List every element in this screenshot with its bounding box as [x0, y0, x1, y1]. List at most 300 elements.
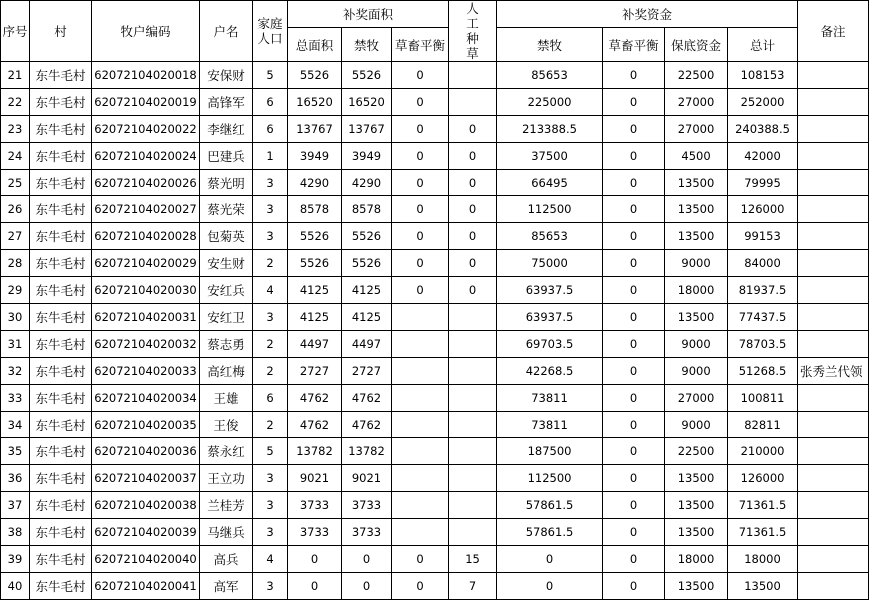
cell-area-balance — [392, 438, 449, 465]
cell-seq: 37 — [1, 492, 30, 519]
cell-note — [798, 384, 869, 411]
cell-code: 62072104020024 — [92, 142, 200, 169]
cell-seq: 26 — [1, 196, 30, 223]
cell-village: 东牛毛村 — [30, 492, 92, 519]
cell-fund-balance: 0 — [603, 223, 665, 250]
table-row — [1, 223, 869, 250]
cell-fund-total: 100811 — [728, 384, 798, 411]
cell-population: 4 — [253, 277, 288, 304]
cell-seq: 35 — [1, 438, 30, 465]
cell-village: 东牛毛村 — [30, 357, 92, 384]
cell-population: 3 — [253, 519, 288, 546]
header-fund-guarantee: 保底资金 — [665, 28, 728, 62]
cell-artificial: 0 — [449, 142, 497, 169]
cell-fund-total: 71361.5 — [728, 492, 798, 519]
cell-village: 东牛毛村 — [30, 277, 92, 304]
cell-area-total: 4125 — [288, 277, 342, 304]
cell-note — [798, 223, 869, 250]
cell-fund-total: 81937.5 — [728, 277, 798, 304]
cell-seq: 27 — [1, 223, 30, 250]
cell-note — [798, 492, 869, 519]
cell-code: 62072104020034 — [92, 384, 200, 411]
cell-name: 高兵 — [200, 546, 253, 573]
cell-code: 62072104020019 — [92, 88, 200, 115]
cell-seq: 21 — [1, 62, 30, 89]
cell-artificial — [449, 88, 497, 115]
cell-fund-balance: 0 — [603, 572, 665, 599]
cell-name: 蔡永红 — [200, 438, 253, 465]
cell-name: 包菊英 — [200, 223, 253, 250]
cell-note — [798, 115, 869, 142]
cell-area-total: 4497 — [288, 330, 342, 357]
cell-seq: 28 — [1, 250, 30, 277]
cell-area-ban: 3733 — [342, 519, 392, 546]
cell-code: 62072104020018 — [92, 62, 200, 89]
cell-code: 62072104020031 — [92, 304, 200, 331]
cell-note — [798, 88, 869, 115]
cell-artificial — [449, 357, 497, 384]
cell-fund-total: 108153 — [728, 62, 798, 89]
header-fund-ban: 禁牧 — [497, 28, 603, 62]
cell-seq: 33 — [1, 384, 30, 411]
cell-fund-guarantee: 4500 — [665, 142, 728, 169]
cell-code: 62072104020036 — [92, 438, 200, 465]
cell-fund-balance: 0 — [603, 438, 665, 465]
cell-artificial: 15 — [449, 546, 497, 573]
cell-area-total: 16520 — [288, 88, 342, 115]
cell-seq: 24 — [1, 142, 30, 169]
cell-fund-guarantee: 13500 — [665, 492, 728, 519]
cell-artificial: 0 — [449, 169, 497, 196]
cell-seq: 25 — [1, 169, 30, 196]
cell-artificial — [449, 411, 497, 438]
cell-note — [798, 62, 869, 89]
table-row — [1, 330, 869, 357]
cell-population: 3 — [253, 572, 288, 599]
cell-fund-ban: 85653 — [497, 62, 603, 89]
cell-note — [798, 196, 869, 223]
cell-area-balance — [392, 357, 449, 384]
cell-population: 6 — [253, 115, 288, 142]
cell-fund-ban: 75000 — [497, 250, 603, 277]
cell-name: 安红卫 — [200, 304, 253, 331]
cell-village: 东牛毛村 — [30, 465, 92, 492]
cell-fund-total: 79995 — [728, 169, 798, 196]
cell-name: 安红兵 — [200, 277, 253, 304]
cell-note — [798, 304, 869, 331]
table-header — [1, 1, 869, 62]
cell-population: 3 — [253, 196, 288, 223]
cell-fund-total: 77437.5 — [728, 304, 798, 331]
cell-area-total: 13767 — [288, 115, 342, 142]
cell-note: 张秀兰代领 — [798, 357, 869, 384]
cell-fund-balance: 0 — [603, 277, 665, 304]
cell-fund-balance: 0 — [603, 357, 665, 384]
cell-area-total: 3733 — [288, 519, 342, 546]
table-row — [1, 115, 869, 142]
cell-area-total: 4125 — [288, 304, 342, 331]
cell-fund-ban: 187500 — [497, 438, 603, 465]
cell-fund-balance: 0 — [603, 169, 665, 196]
cell-village: 东牛毛村 — [30, 411, 92, 438]
cell-artificial: 0 — [449, 115, 497, 142]
cell-village: 东牛毛村 — [30, 519, 92, 546]
table-row — [1, 546, 869, 573]
cell-area-balance: 0 — [392, 277, 449, 304]
cell-fund-total: 51268.5 — [728, 357, 798, 384]
cell-artificial — [449, 304, 497, 331]
cell-fund-guarantee: 13500 — [665, 465, 728, 492]
cell-fund-guarantee: 9000 — [665, 250, 728, 277]
table-row — [1, 142, 869, 169]
cell-name: 高红梅 — [200, 357, 253, 384]
cell-fund-balance: 0 — [603, 546, 665, 573]
cell-area-ban: 4125 — [342, 277, 392, 304]
cell-name: 李继红 — [200, 115, 253, 142]
cell-village: 东牛毛村 — [30, 304, 92, 331]
cell-artificial: 0 — [449, 250, 497, 277]
cell-area-balance: 0 — [392, 572, 449, 599]
cell-village: 东牛毛村 — [30, 250, 92, 277]
cell-name: 安生财 — [200, 250, 253, 277]
header-village: 村 — [30, 1, 92, 62]
cell-area-ban: 5526 — [342, 62, 392, 89]
table-row — [1, 277, 869, 304]
cell-artificial — [449, 465, 497, 492]
table-row — [1, 196, 869, 223]
cell-village: 东牛毛村 — [30, 330, 92, 357]
cell-area-balance — [392, 304, 449, 331]
cell-code: 62072104020028 — [92, 223, 200, 250]
cell-population: 2 — [253, 250, 288, 277]
cell-area-ban: 0 — [342, 572, 392, 599]
cell-area-balance — [392, 384, 449, 411]
cell-fund-balance: 0 — [603, 492, 665, 519]
cell-code: 62072104020026 — [92, 169, 200, 196]
table-row — [1, 465, 869, 492]
cell-fund-ban: 42268.5 — [497, 357, 603, 384]
cell-artificial: 7 — [449, 572, 497, 599]
cell-area-ban: 3733 — [342, 492, 392, 519]
cell-fund-guarantee: 13500 — [665, 196, 728, 223]
cell-name: 高军 — [200, 572, 253, 599]
cell-population: 5 — [253, 438, 288, 465]
cell-fund-balance: 0 — [603, 142, 665, 169]
cell-population: 6 — [253, 88, 288, 115]
cell-fund-ban: 85653 — [497, 223, 603, 250]
cell-fund-total: 99153 — [728, 223, 798, 250]
cell-population: 3 — [253, 492, 288, 519]
cell-area-total: 4762 — [288, 411, 342, 438]
cell-fund-ban: 73811 — [497, 384, 603, 411]
cell-note — [798, 572, 869, 599]
cell-fund-total: 84000 — [728, 250, 798, 277]
cell-fund-guarantee: 13500 — [665, 519, 728, 546]
cell-seq: 38 — [1, 519, 30, 546]
cell-name: 兰桂芳 — [200, 492, 253, 519]
cell-fund-ban: 0 — [497, 546, 603, 573]
cell-village: 东牛毛村 — [30, 196, 92, 223]
cell-fund-total: 78703.5 — [728, 330, 798, 357]
cell-name: 马继兵 — [200, 519, 253, 546]
cell-area-ban: 4125 — [342, 304, 392, 331]
cell-seq: 39 — [1, 546, 30, 573]
cell-area-total: 13782 — [288, 438, 342, 465]
cell-fund-balance: 0 — [603, 88, 665, 115]
cell-fund-guarantee: 9000 — [665, 357, 728, 384]
cell-fund-guarantee: 13500 — [665, 304, 728, 331]
cell-area-balance: 0 — [392, 250, 449, 277]
cell-note — [798, 250, 869, 277]
cell-area-total: 0 — [288, 546, 342, 573]
cell-artificial — [449, 519, 497, 546]
cell-seq: 32 — [1, 357, 30, 384]
cell-area-ban: 13782 — [342, 438, 392, 465]
cell-fund-total: 42000 — [728, 142, 798, 169]
cell-fund-guarantee: 22500 — [665, 438, 728, 465]
cell-fund-ban: 57861.5 — [497, 519, 603, 546]
cell-artificial — [449, 384, 497, 411]
cell-fund-total: 240388.5 — [728, 115, 798, 142]
cell-area-ban: 8578 — [342, 196, 392, 223]
cell-artificial: 0 — [449, 196, 497, 223]
cell-area-ban: 4497 — [342, 330, 392, 357]
cell-code: 62072104020039 — [92, 519, 200, 546]
cell-code: 62072104020030 — [92, 277, 200, 304]
cell-fund-balance: 0 — [603, 62, 665, 89]
cell-area-ban: 5526 — [342, 223, 392, 250]
cell-note — [798, 438, 869, 465]
cell-artificial — [449, 438, 497, 465]
header-name: 户名 — [200, 1, 253, 62]
cell-seq: 40 — [1, 572, 30, 599]
cell-area-total: 4290 — [288, 169, 342, 196]
cell-fund-balance: 0 — [603, 304, 665, 331]
cell-area-balance: 0 — [392, 115, 449, 142]
cell-note — [798, 465, 869, 492]
cell-fund-ban: 63937.5 — [497, 277, 603, 304]
cell-fund-guarantee: 13500 — [665, 169, 728, 196]
header-population: 家庭人口 — [253, 1, 288, 62]
cell-code: 62072104020040 — [92, 546, 200, 573]
cell-population: 3 — [253, 169, 288, 196]
cell-area-balance — [392, 330, 449, 357]
table-row — [1, 572, 869, 599]
cell-area-ban: 0 — [342, 546, 392, 573]
table-row — [1, 250, 869, 277]
cell-area-total: 0 — [288, 572, 342, 599]
cell-fund-total: 210000 — [728, 438, 798, 465]
cell-code: 62072104020038 — [92, 492, 200, 519]
header-seq: 序号 — [1, 1, 30, 62]
cell-fund-guarantee: 18000 — [665, 277, 728, 304]
header-fund-balance: 草畜平衡 — [603, 28, 665, 62]
cell-area-ban: 3949 — [342, 142, 392, 169]
cell-village: 东牛毛村 — [30, 142, 92, 169]
header-fund-group: 补奖资金 — [497, 1, 798, 28]
table-row — [1, 304, 869, 331]
cell-artificial: 0 — [449, 277, 497, 304]
header-artificial: 人工种草 — [449, 1, 497, 62]
cell-fund-total: 71361.5 — [728, 519, 798, 546]
cell-fund-guarantee: 22500 — [665, 62, 728, 89]
cell-fund-guarantee: 27000 — [665, 88, 728, 115]
cell-name: 王俊 — [200, 411, 253, 438]
cell-code: 62072104020022 — [92, 115, 200, 142]
cell-code: 62072104020041 — [92, 572, 200, 599]
cell-seq: 23 — [1, 115, 30, 142]
cell-note — [798, 142, 869, 169]
cell-fund-balance: 0 — [603, 196, 665, 223]
cell-name: 蔡光荣 — [200, 196, 253, 223]
table-row — [1, 169, 869, 196]
cell-population: 4 — [253, 546, 288, 573]
table-row — [1, 492, 869, 519]
cell-code: 62072104020032 — [92, 330, 200, 357]
cell-village: 东牛毛村 — [30, 223, 92, 250]
cell-village: 东牛毛村 — [30, 169, 92, 196]
cell-code: 62072104020037 — [92, 465, 200, 492]
cell-fund-balance: 0 — [603, 411, 665, 438]
cell-area-ban: 4762 — [342, 411, 392, 438]
cell-fund-balance: 0 — [603, 250, 665, 277]
cell-area-balance — [392, 519, 449, 546]
cell-note — [798, 330, 869, 357]
cell-note — [798, 519, 869, 546]
table-row — [1, 519, 869, 546]
cell-area-balance: 0 — [392, 142, 449, 169]
cell-fund-balance: 0 — [603, 465, 665, 492]
cell-area-balance: 0 — [392, 88, 449, 115]
cell-name: 王立功 — [200, 465, 253, 492]
cell-area-ban: 2727 — [342, 357, 392, 384]
cell-fund-ban: 73811 — [497, 411, 603, 438]
cell-note — [798, 411, 869, 438]
cell-area-ban: 13767 — [342, 115, 392, 142]
cell-area-ban: 4762 — [342, 384, 392, 411]
cell-population: 2 — [253, 411, 288, 438]
cell-area-balance — [392, 465, 449, 492]
cell-fund-total: 18000 — [728, 546, 798, 573]
header-area-ban: 禁牧 — [342, 28, 392, 62]
cell-name: 蔡光明 — [200, 169, 253, 196]
header-note: 备注 — [798, 1, 869, 62]
cell-area-balance — [392, 411, 449, 438]
cell-fund-ban: 112500 — [497, 196, 603, 223]
cell-area-total: 3949 — [288, 142, 342, 169]
cell-area-total: 8578 — [288, 196, 342, 223]
cell-population: 3 — [253, 465, 288, 492]
cell-code: 62072104020035 — [92, 411, 200, 438]
cell-fund-total: 252000 — [728, 88, 798, 115]
cell-fund-guarantee: 18000 — [665, 546, 728, 573]
cell-area-balance: 0 — [392, 196, 449, 223]
cell-village: 东牛毛村 — [30, 546, 92, 573]
cell-seq: 30 — [1, 304, 30, 331]
cell-name: 巴建兵 — [200, 142, 253, 169]
cell-artificial — [449, 492, 497, 519]
cell-name: 蔡志勇 — [200, 330, 253, 357]
cell-village: 东牛毛村 — [30, 438, 92, 465]
cell-fund-ban: 225000 — [497, 88, 603, 115]
table-row — [1, 384, 869, 411]
cell-village: 东牛毛村 — [30, 115, 92, 142]
cell-area-ban: 16520 — [342, 88, 392, 115]
cell-fund-guarantee: 13500 — [665, 572, 728, 599]
cell-fund-ban: 66495 — [497, 169, 603, 196]
cell-seq: 29 — [1, 277, 30, 304]
cell-note — [798, 546, 869, 573]
cell-population: 3 — [253, 223, 288, 250]
cell-fund-balance: 0 — [603, 519, 665, 546]
cell-artificial — [449, 62, 497, 89]
cell-area-total: 2727 — [288, 357, 342, 384]
cell-fund-guarantee: 9000 — [665, 411, 728, 438]
cell-artificial: 0 — [449, 223, 497, 250]
cell-population: 1 — [253, 142, 288, 169]
header-area-balance: 草畜平衡 — [392, 28, 449, 62]
table-body — [1, 62, 869, 600]
cell-fund-ban: 57861.5 — [497, 492, 603, 519]
cell-artificial — [449, 330, 497, 357]
cell-village: 东牛毛村 — [30, 88, 92, 115]
table-row — [1, 411, 869, 438]
table-row — [1, 357, 869, 384]
cell-area-total: 5526 — [288, 223, 342, 250]
header-code: 牧户编码 — [92, 1, 200, 62]
cell-fund-total: 126000 — [728, 196, 798, 223]
header-area-group: 补奖面积 — [288, 1, 449, 28]
cell-seq: 34 — [1, 411, 30, 438]
cell-population: 2 — [253, 357, 288, 384]
cell-fund-balance: 0 — [603, 330, 665, 357]
cell-code: 62072104020033 — [92, 357, 200, 384]
cell-population: 3 — [253, 304, 288, 331]
table-row — [1, 88, 869, 115]
cell-area-balance: 0 — [392, 169, 449, 196]
cell-area-total: 5526 — [288, 62, 342, 89]
cell-fund-ban: 69703.5 — [497, 330, 603, 357]
header-fund-total: 总计 — [728, 28, 798, 62]
cell-fund-ban: 63937.5 — [497, 304, 603, 331]
cell-fund-guarantee: 27000 — [665, 115, 728, 142]
cell-village: 东牛毛村 — [30, 384, 92, 411]
cell-area-balance — [392, 492, 449, 519]
cell-name: 安保财 — [200, 62, 253, 89]
cell-area-balance: 0 — [392, 546, 449, 573]
cell-fund-balance: 0 — [603, 384, 665, 411]
cell-area-ban: 4290 — [342, 169, 392, 196]
table-row — [1, 62, 869, 89]
cell-note — [798, 277, 869, 304]
cell-area-total: 5526 — [288, 250, 342, 277]
cell-fund-ban: 112500 — [497, 465, 603, 492]
cell-seq: 36 — [1, 465, 30, 492]
table-row — [1, 438, 869, 465]
cell-fund-guarantee: 13500 — [665, 223, 728, 250]
cell-fund-total: 126000 — [728, 465, 798, 492]
cell-area-total: 4762 — [288, 384, 342, 411]
cell-population: 6 — [253, 384, 288, 411]
cell-area-ban: 9021 — [342, 465, 392, 492]
cell-village: 东牛毛村 — [30, 62, 92, 89]
cell-village: 东牛毛村 — [30, 572, 92, 599]
cell-fund-guarantee: 27000 — [665, 384, 728, 411]
cell-population: 5 — [253, 62, 288, 89]
cell-fund-ban: 37500 — [497, 142, 603, 169]
cell-fund-guarantee: 9000 — [665, 330, 728, 357]
cell-area-total: 9021 — [288, 465, 342, 492]
